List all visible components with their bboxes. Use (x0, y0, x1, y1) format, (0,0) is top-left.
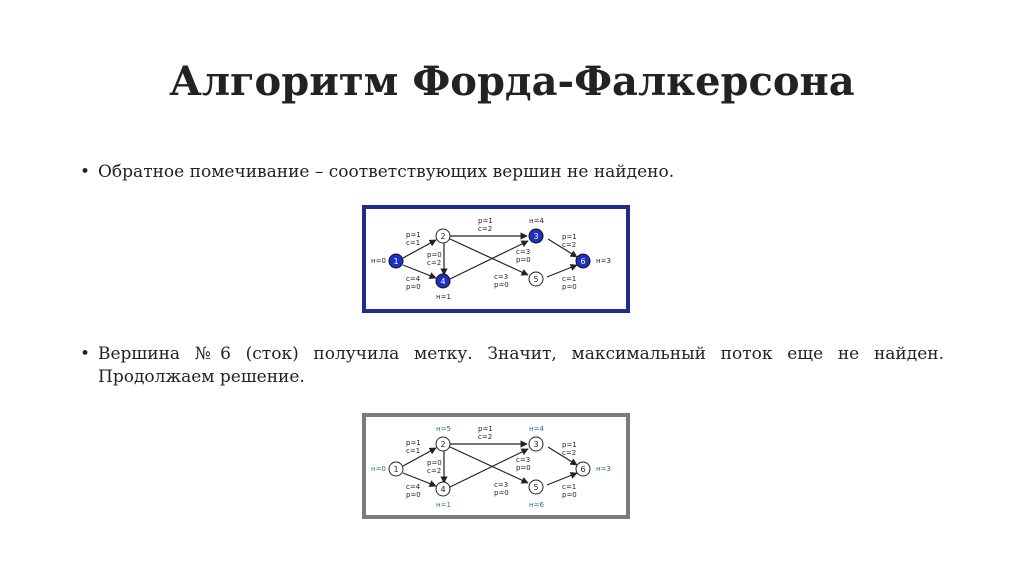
node-3-label: 3 (533, 232, 539, 241)
node-6-label: 6 (580, 257, 586, 266)
mark-6: н=3 (596, 465, 611, 473)
edge-3-5-label-2: р=0 (516, 464, 531, 472)
edge-1-2-label-2: с=1 (406, 447, 421, 455)
node-5-label: 5 (533, 483, 539, 492)
edge-3-6-label-1: р=1 (562, 441, 577, 449)
mark-4: н=1 (436, 293, 451, 301)
mark-5: н=6 (529, 501, 544, 509)
edge-1-4-label-1: с=4 (406, 275, 421, 283)
node-1-label: 1 (393, 465, 399, 474)
bullet-text: Обратное помечивание – соответствующих вершин не найдено. (98, 162, 675, 182)
edge-1-4-label-1: с=4 (406, 483, 421, 491)
mark-3: н=4 (529, 425, 544, 433)
node-4-label: 4 (440, 485, 446, 494)
node-1-label: 1 (393, 257, 399, 266)
graph-figure-2 (362, 413, 630, 519)
edge-3-5-label-1: с=3 (516, 248, 531, 256)
mark-3: н=4 (529, 217, 544, 225)
edge-1-2-label-2: с=1 (406, 239, 421, 247)
mark-4: н=1 (436, 501, 451, 509)
edge-4-5-label-1: с=3 (494, 273, 509, 281)
edge-3-5-label-1: с=3 (516, 456, 531, 464)
graph-figure-1 (362, 205, 630, 313)
node-2-label: 2 (440, 440, 446, 449)
edge-3-6-label-1: р=1 (562, 233, 577, 241)
graph-1-svg (366, 209, 626, 309)
edge-4-5-label-2: р=0 (494, 281, 509, 289)
edge-2-3-label-2: с=2 (478, 225, 493, 233)
edge-3-6-label-2: с=2 (562, 449, 577, 457)
slide-title: Алгоритм Форда-Фалкерсона (169, 58, 855, 105)
mark-1: н=0 (371, 257, 386, 265)
bullet-text: Вершина №6 (сток) получила метку. Значит, максимальный поток еще не найден. Продолжаем решение. (98, 344, 944, 387)
edge-2-3-label-2: с=2 (478, 433, 493, 441)
edge-5-6-label-2: р=0 (562, 283, 577, 291)
node-5-label: 5 (533, 275, 539, 284)
edge-1-2-label-1: р=1 (406, 439, 421, 447)
mark-2: н=5 (436, 425, 451, 433)
node-4-label: 4 (440, 277, 446, 286)
mark-6: н=3 (596, 257, 611, 265)
bullet-marker: • (80, 162, 91, 182)
edge-2-4-label-1: р=0 (427, 459, 442, 467)
edge-4-5-label-1: с=3 (494, 481, 509, 489)
edge-2-4-label-2: с=2 (427, 259, 442, 267)
edge-1-2-label-1: р=1 (406, 231, 421, 239)
edge-5-6-label-2: р=0 (562, 491, 577, 499)
node-2-label: 2 (440, 232, 446, 241)
edge-4-5-label-2: р=0 (494, 489, 509, 497)
edge-2-4-label-1: р=0 (427, 251, 442, 259)
edge-2-3-label-1: р=1 (478, 217, 493, 225)
node-3-label: 3 (533, 440, 539, 449)
edge-5-6-label-1: с=1 (562, 275, 577, 283)
node-6-label: 6 (580, 465, 586, 474)
bullet-1 (80, 161, 944, 184)
edge-1-4-label-2: р=0 (406, 283, 421, 291)
edge-2-3-label-1: р=1 (478, 425, 493, 433)
mark-1: н=0 (371, 465, 386, 473)
edge-2-4-label-2: с=2 (427, 467, 442, 475)
graph-2-svg (366, 417, 626, 515)
edge-3-5-label-2: р=0 (516, 256, 531, 264)
bullet-marker: • (80, 344, 91, 364)
edge-3-6-label-2: с=2 (562, 241, 577, 249)
edge-1-4-label-2: р=0 (406, 491, 421, 499)
edge-5-6-label-1: с=1 (562, 483, 577, 491)
bullet-2 (80, 343, 944, 389)
